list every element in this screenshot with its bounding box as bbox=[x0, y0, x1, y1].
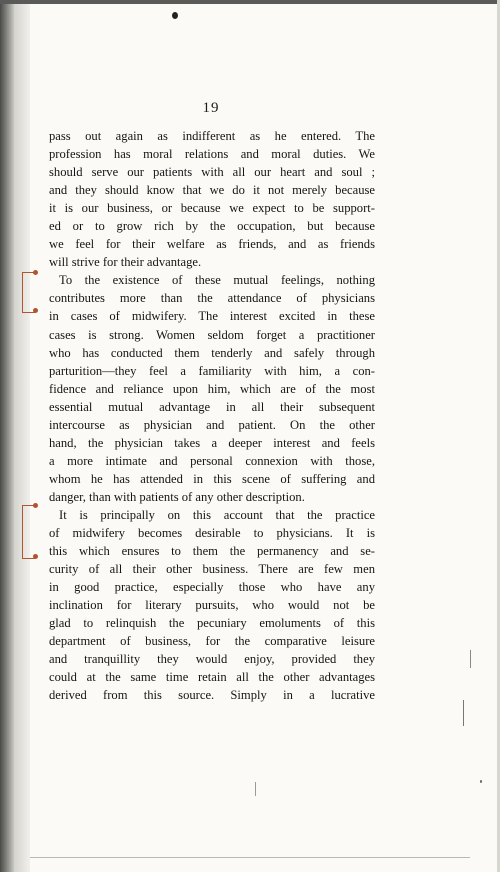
text-line: ed or to grow rich by the occupation, but because bbox=[49, 219, 375, 234]
text-line: should serve our patients with all our heart and soul ; bbox=[49, 165, 375, 180]
text-line: intercourse as physician and patient. On the other bbox=[49, 417, 375, 432]
bracket-dot bbox=[33, 308, 38, 313]
text-line: who has conducted them tenderly and safely through bbox=[49, 345, 375, 360]
page-number: 19 bbox=[202, 100, 220, 116]
text-line: inclination for literary pursuits, who would not be bbox=[49, 598, 375, 613]
text-line: cases is strong. Women seldom forget a practitioner bbox=[49, 327, 375, 342]
text-line: pass out again as indifferent as he entered. The bbox=[49, 129, 375, 143]
margin-bracket-annotation bbox=[22, 505, 35, 559]
page-body-text bbox=[49, 127, 375, 705]
text-line: could at the same time retain all the other advantages bbox=[49, 670, 375, 685]
text-line: in cases of midwifery. The interest excited in these bbox=[49, 309, 375, 324]
text-line: glad to relinquish the pecuniary emoluments of this bbox=[49, 616, 375, 631]
page-bottom-edge bbox=[30, 857, 470, 858]
text-line: in good practice, especially those who have any bbox=[49, 580, 375, 595]
text-line: of midwifery becomes desirable to physicians. It is bbox=[49, 526, 375, 541]
text-line: department of business, for the comparative leisure bbox=[49, 634, 375, 649]
text-line: a more intimate and personal connexion with those, bbox=[49, 453, 375, 468]
text-line: It is principally on this account that the practice bbox=[59, 507, 375, 522]
text-line: curity of all their other business. There are few men bbox=[49, 562, 375, 577]
text-line: essential mutual advantage in all their subsequent bbox=[49, 399, 375, 414]
text-line: will strive for their advantage. bbox=[49, 255, 202, 270]
margin-bracket-annotation bbox=[22, 272, 35, 313]
ink-speck bbox=[255, 782, 256, 796]
bracket-dot bbox=[33, 554, 38, 559]
text-line: this which ensures to them the permanency and se- bbox=[49, 544, 375, 559]
bracket-dot bbox=[33, 270, 38, 275]
ink-speck bbox=[172, 12, 178, 19]
text-line: hand, the physician takes a deeper interest and feels bbox=[49, 435, 375, 450]
scan-top-border bbox=[0, 0, 500, 4]
ink-speck bbox=[480, 780, 482, 783]
ink-speck bbox=[470, 650, 471, 668]
ink-speck bbox=[463, 700, 464, 726]
bracket-dot bbox=[33, 503, 38, 508]
text-line: and they should know that we do it not merely because bbox=[49, 183, 375, 198]
text-line: whom he has attended in this scene of suffering and bbox=[49, 471, 375, 486]
text-line: fidence and reliance upon him, which are of the most bbox=[49, 381, 375, 396]
text-line: we feel for their welfare as friends, and as friends bbox=[49, 237, 375, 252]
book-spine-shadow bbox=[0, 0, 14, 872]
text-line: it is our business, or because we expect to be support- bbox=[49, 201, 375, 216]
text-line: To the existence of these mutual feelings, nothing bbox=[59, 273, 375, 288]
text-line: danger, than with patients of any other description. bbox=[49, 489, 305, 504]
text-line: profession has moral relations and moral duties. We bbox=[49, 147, 375, 162]
text-line: parturition—they feel a familiarity with him, a con- bbox=[49, 363, 375, 378]
text-line: and tranquillity they would enjoy, provided they bbox=[49, 652, 375, 667]
gutter-shade bbox=[14, 0, 30, 872]
text-line: derived from this source. Simply in a lucrative bbox=[49, 688, 375, 703]
text-line: contributes more than the attendance of physicians bbox=[49, 291, 375, 306]
